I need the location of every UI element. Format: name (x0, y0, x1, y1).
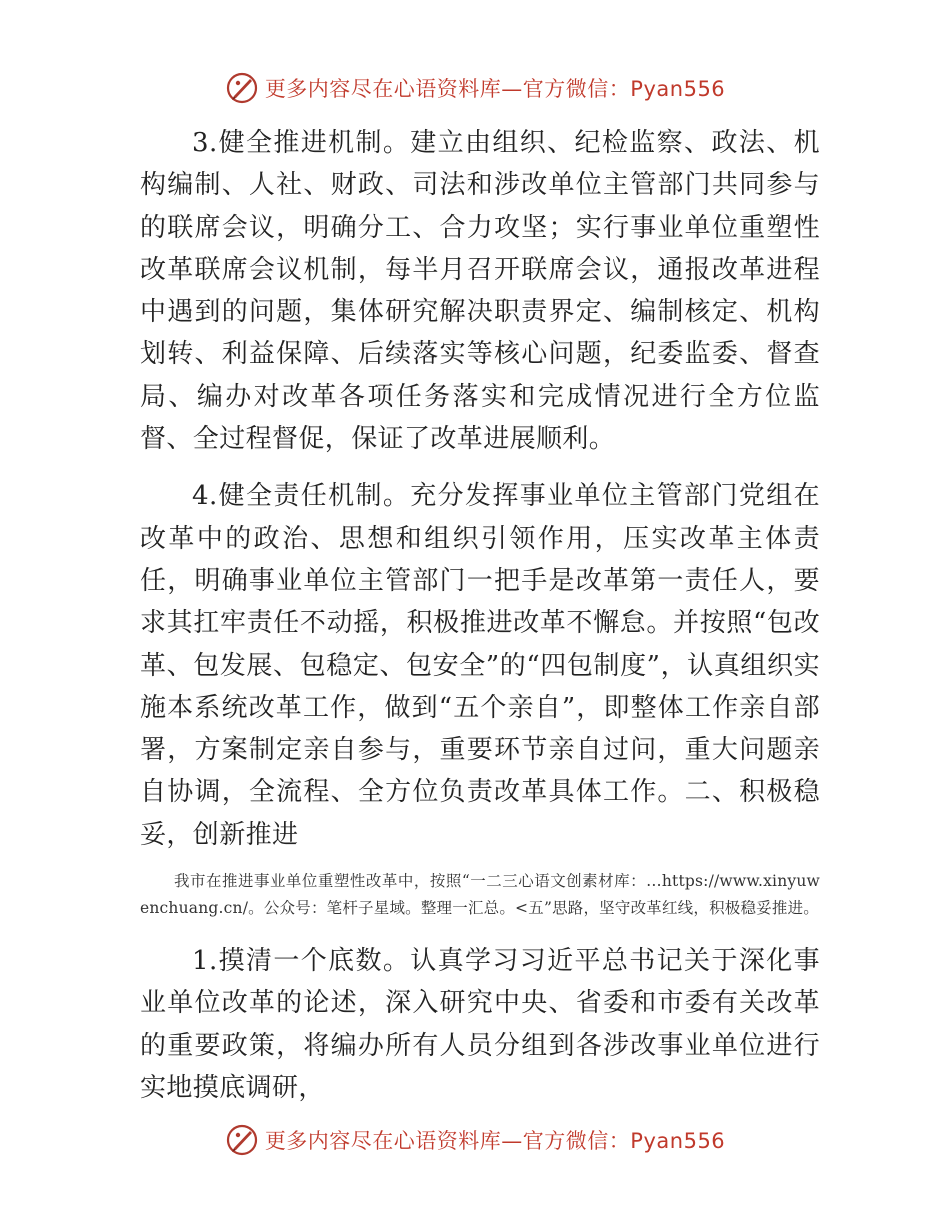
watermark-text: 更多内容尽在心语资料库—官方微信：Pyan556 (264, 1129, 726, 1153)
document-body (140, 122, 820, 1109)
paragraph-intro-note: 我市在推进事业单位重塑性改革中，按照“一二三心语文创素材库：…https://www.xinyuwenchuang.cn/。公众号：笔杆子星域。整理一汇总。<五”思路，坚守改革红线，积极稳妥推进。 (140, 872, 820, 918)
header-watermark (0, 68, 950, 108)
quill-pen-icon (225, 1123, 259, 1157)
paragraph-mechanism-3: 3.健全推进机制。建立由组织、纪检监察、政法、机构编制、人社、财政、司法和涉改单位主管部门共同参与的联席会议，明确分工、合力攻坚；实行事业单位重塑性改革联席会议机制，每半月召开联席会议，通报改革进程中遇到的问题，集体研究解决职责界定、编制核定、机构划转、利益保障、后续落实等核心问题，纪委监委、督查局、编办对改革各项任务落实和完成情况进行全方位监督、全过程督促，保证了改革进展顺利。 (140, 128, 820, 455)
footer-watermark (0, 1120, 950, 1160)
quill-pen-icon (225, 71, 259, 105)
watermark-text: 更多内容尽在心语资料库—官方微信：Pyan556 (264, 77, 726, 101)
paragraph-baseline-1: 1.摸清一个底数。认真学习习近平总书记关于深化事业单位改革的论述，深入研究中央、省委和市委有关改革的重要政策，将编办所有人员分组到各涉改事业单位进行实地摸底调研， (140, 946, 820, 1103)
paragraph-mechanism-4: 4.健全责任机制。充分发挥事业单位主管部门党组在改革中的政治、思想和组织引领作用，压实改革主体责任，明确事业单位主管部门一把手是改革第一责任人，要求其扛牢责任不动摇，积极推进改革不懈怠。并按照“包改革、包发展、包稳定、包安全”的“四包制度”，认真组织实施本系统改革工作，做到“五个亲自”，即整体工作亲自部署，方案制定亲自参与，重要环节亲自过问，重大问题亲自协调，全流程、全方位负责改革具体工作。二、积极稳妥，创新推进 (140, 481, 820, 850)
